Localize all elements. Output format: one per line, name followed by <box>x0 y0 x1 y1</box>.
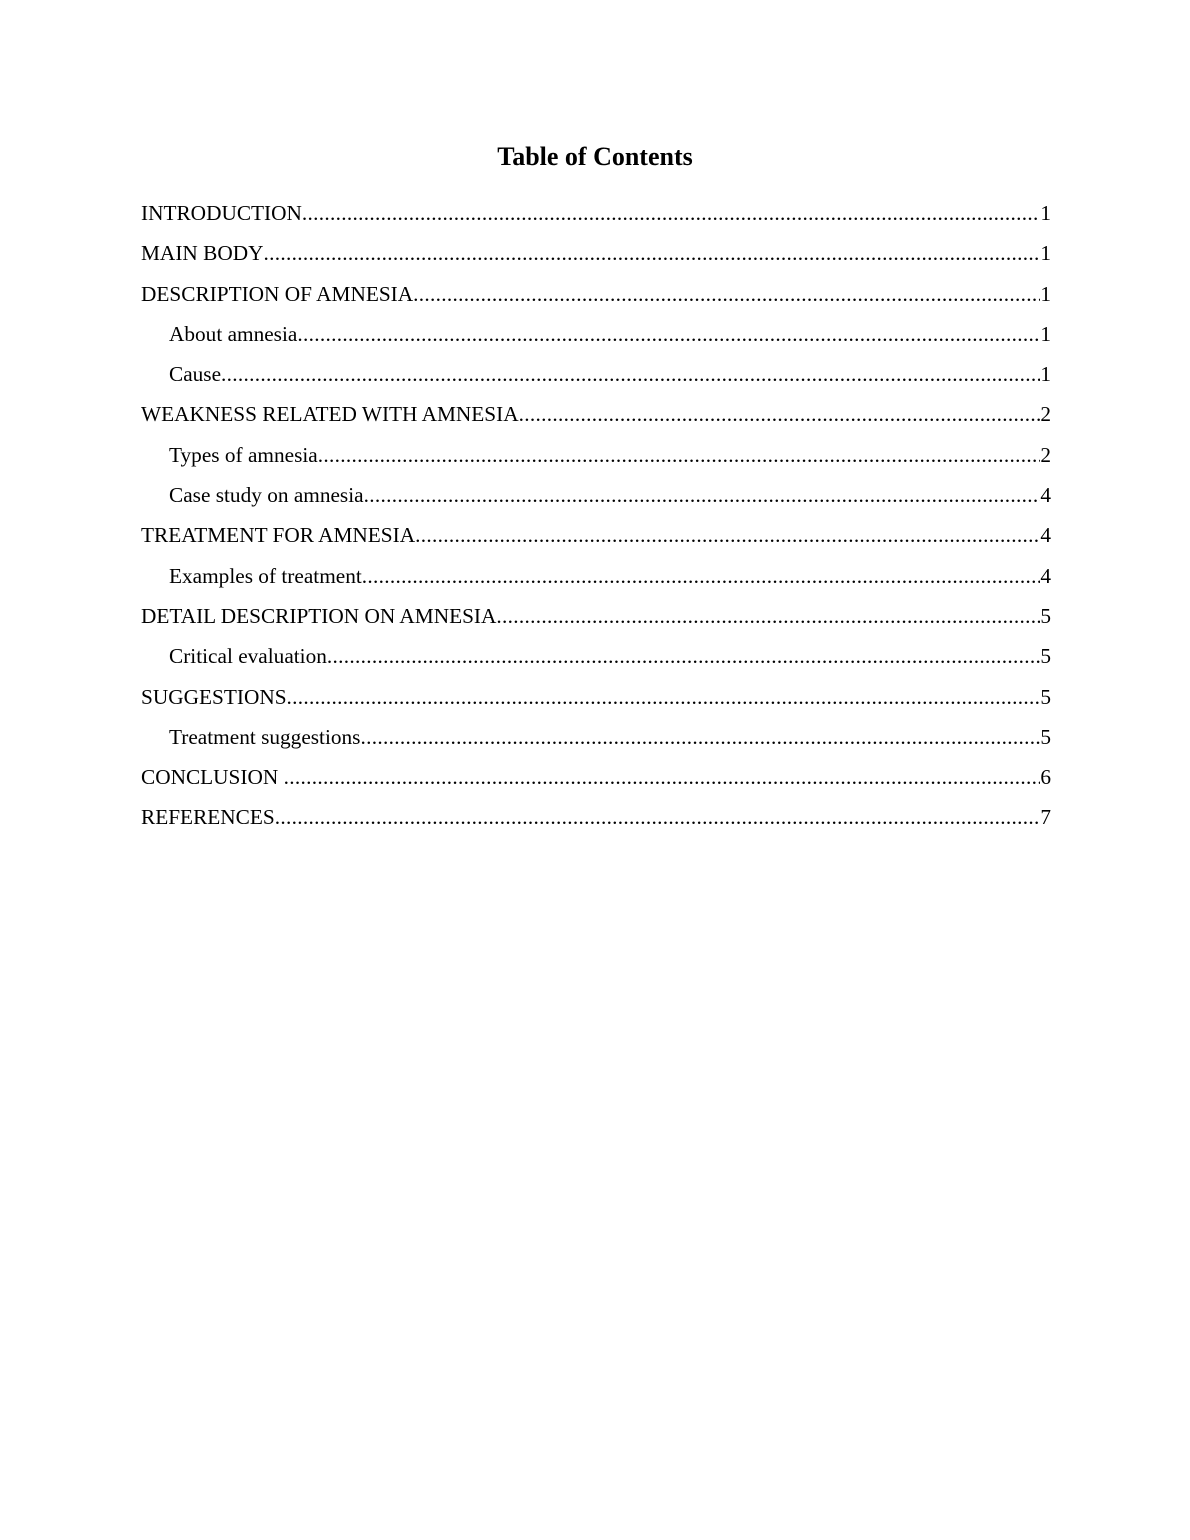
toc-entry-label: About amnesia <box>169 321 298 346</box>
toc-entry-page: 5 <box>1040 644 1051 669</box>
toc-entry-detail-description-on-amnesia[interactable] <box>141 600 1051 640</box>
dot-leader <box>415 519 1040 551</box>
toc-entry-page: 2 <box>1040 442 1051 467</box>
toc-entry-label: REFERENCES <box>141 805 275 830</box>
toc-entry-main-body[interactable] <box>141 237 1051 277</box>
toc-entry-page: 4 <box>1040 483 1051 508</box>
toc-entry-page: 5 <box>1040 724 1051 749</box>
toc-entry-page: 4 <box>1040 563 1051 588</box>
toc-entry-page: 1 <box>1040 241 1051 266</box>
toc-entry-page: 1 <box>1040 321 1051 346</box>
toc-entry-critical-evaluation[interactable] <box>141 640 1051 680</box>
dot-leader <box>413 278 1040 310</box>
dot-leader <box>318 439 1041 471</box>
dot-leader <box>221 358 1040 390</box>
toc-entry-label: DETAIL DESCRIPTION ON AMNESIA <box>141 603 497 628</box>
dot-leader <box>297 318 1040 350</box>
toc-entry-references[interactable] <box>141 801 1051 841</box>
toc-entry-introduction[interactable] <box>141 197 1051 237</box>
dot-leader <box>360 721 1040 753</box>
toc-entry-cause[interactable] <box>141 358 1051 398</box>
dot-leader <box>302 197 1040 229</box>
dot-leader <box>275 801 1041 833</box>
toc-entry-types-of-amnesia[interactable] <box>141 439 1051 479</box>
toc-entry-label: Types of amnesia <box>169 442 318 467</box>
dot-leader <box>364 479 1041 511</box>
toc-entry-label: TREATMENT FOR AMNESIA <box>141 523 416 548</box>
toc-entry-page: 5 <box>1040 603 1051 628</box>
dot-leader <box>284 761 1041 793</box>
toc-entry-label: CONCLUSION <box>141 765 284 790</box>
toc-title: Table of Contents <box>497 142 693 171</box>
toc-entry-conclusion[interactable] <box>141 761 1051 801</box>
toc-entry-treatment-suggestions[interactable] <box>141 721 1051 761</box>
toc-entry-label: Examples of treatment <box>169 563 362 588</box>
toc-entry-label: INTRODUCTION <box>141 201 302 225</box>
toc-entry-page: 6 <box>1040 765 1051 790</box>
toc-entry-label: DESCRIPTION OF AMNESIA <box>141 281 414 306</box>
table-of-contents <box>141 197 1051 842</box>
dot-leader <box>519 398 1041 430</box>
toc-entry-page: 1 <box>1040 362 1051 387</box>
toc-entry-suggestions[interactable] <box>141 681 1051 721</box>
toc-entry-examples-of-treatment[interactable] <box>141 560 1051 600</box>
dot-leader <box>362 560 1041 592</box>
toc-entry-label: Case study on amnesia <box>169 483 364 508</box>
toc-entry-label: Cause <box>169 362 222 387</box>
toc-entry-page: 1 <box>1040 201 1051 225</box>
dot-leader <box>327 640 1040 672</box>
toc-entry-label: MAIN BODY <box>141 241 264 266</box>
toc-entry-label: SUGGESTIONS <box>141 684 287 709</box>
dot-leader <box>496 600 1040 632</box>
toc-entry-page: 5 <box>1040 684 1051 709</box>
toc-entry-weakness-related-with-amnesia[interactable] <box>141 398 1051 438</box>
toc-entry-case-study-on-amnesia[interactable] <box>141 479 1051 519</box>
dot-leader <box>287 681 1041 713</box>
toc-entry-page: 7 <box>1040 805 1051 830</box>
toc-entry-label: Critical evaluation <box>169 644 327 669</box>
toc-entry-label: WEAKNESS RELATED WITH AMNESIA <box>141 402 519 427</box>
toc-entry-page: 1 <box>1040 281 1051 306</box>
dot-leader <box>263 237 1040 269</box>
toc-entry-treatment-for-amnesia[interactable] <box>141 519 1051 559</box>
toc-entry-label: Treatment suggestions <box>169 724 361 749</box>
toc-entry-description-of-amnesia[interactable] <box>141 278 1051 318</box>
toc-entry-page: 2 <box>1040 402 1051 427</box>
toc-entry-about-amnesia[interactable] <box>141 318 1051 358</box>
toc-entry-page: 4 <box>1040 523 1051 548</box>
